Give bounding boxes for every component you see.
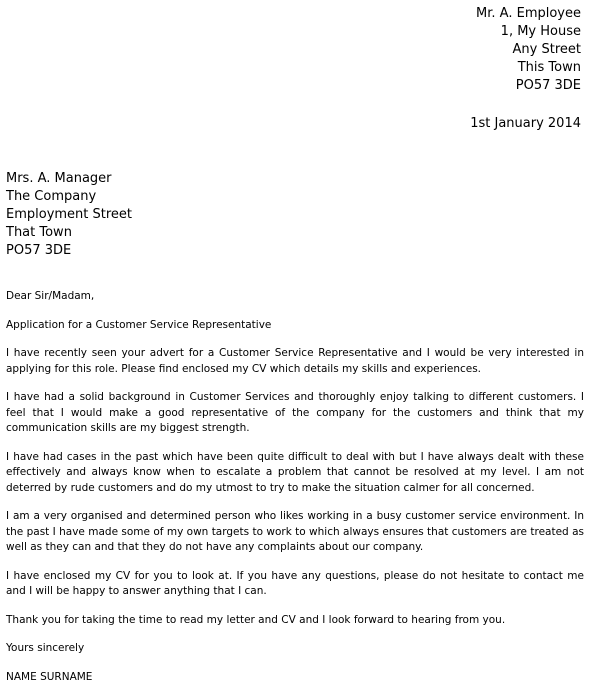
recipient-town: That Town — [6, 225, 72, 240]
body-paragraph: I am a very organised and determined person who likes working in a busy customer service environment. In the past I have made some of my own targets to work to which always ensures that customers are treated as well as they can and that they do not have any complaints about our company. — [6, 510, 584, 553]
recipient-company: The Company — [6, 189, 97, 204]
recipient-name: Mrs. A. Manager — [6, 171, 112, 186]
sender-postcode: PO57 3DE — [515, 78, 581, 93]
sender-name: Mr. A. Employee — [476, 6, 581, 21]
salutation: Dear Sir/Madam, — [6, 290, 95, 302]
sender-address — [476, 5, 581, 95]
recipient-postcode: PO57 3DE — [6, 243, 72, 258]
body-paragraph: I have enclosed my CV for you to look at. If you have any questions, please do not hesitate to contact me and I will be happy to answer anything that I can. — [6, 569, 584, 597]
sender-town: This Town — [517, 60, 581, 75]
body-paragraph: I have recently seen your advert for a Customer Service Representative and I would be very interested in applying for this role. Please find enclosed my CV which details my skills and experiences. — [6, 347, 584, 375]
closing: Yours sincerely — [6, 642, 85, 654]
letter-date: 1st January 2014 — [470, 116, 581, 131]
subject-line: Application for a Customer Service Representative — [6, 318, 272, 331]
body-paragraph: Thank you for taking the time to read my letter and CV and I look forward to hearing from you. — [6, 613, 506, 626]
body-paragraph: I have had a solid background in Customer Services and thoroughly enjoy talking to different customers. I feel that I would make a good representative of the company for the customers and think that my communication skills are my biggest strength. — [6, 391, 584, 434]
body-paragraph: I have had cases in the past which have been quite difficult to deal with but I have always dealt with these effectively and always know when to escalate a problem that cannot be resolved at my level. I am not deterred by rude customers and do my utmost to try to make the situation calmer for all concerned. — [6, 450, 584, 494]
sender-address-line1: 1, My House — [500, 24, 581, 39]
letter-body — [6, 289, 584, 685]
signature: NAME SURNAME — [6, 670, 93, 683]
sender-address-line2: Any Street — [512, 42, 581, 57]
recipient-street: Employment Street — [6, 207, 133, 222]
recipient-address — [6, 170, 132, 260]
